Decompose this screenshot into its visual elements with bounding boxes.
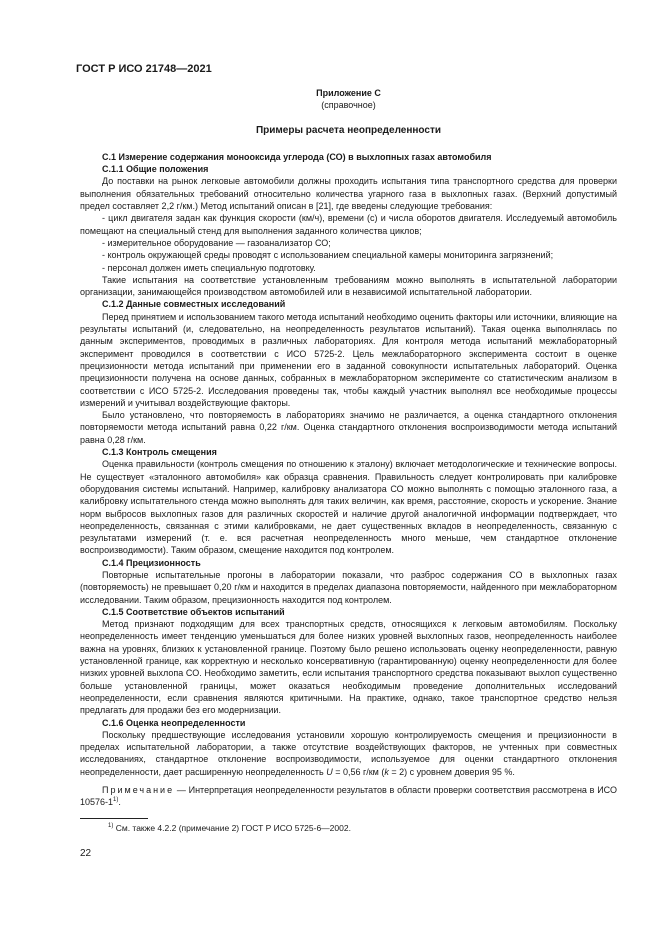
c14-paragraph-1: Повторные испытательные прогоны в лаборатории показали, что разброс содержания СО в выхлопных газах (повторяемость) не превышает 0,20 г/км и находится в пределах диапазона повторяемости, найденного при межлабораторном исследовании. Таким образом, прецизионность находится под контролем. [80, 569, 617, 605]
section-c16-heading: С.1.6 Оценка неопределенности [102, 717, 246, 728]
section-c12-heading: С.1.2 Данные совместных исследований [102, 299, 286, 310]
footnote-marker: 1) [108, 823, 114, 830]
note-text: — Интерпретация неопределенности результатов в области проверки соответствия рассмотрена в ИСО 10576-1 [80, 785, 617, 808]
note-end: . [118, 797, 121, 808]
page-content [80, 87, 617, 809]
c15-paragraph-1: Метод признают подходящим для всех транспортных средств, относящихся к легковым автомобилям. Поскольку неопределенность имеет тенденцию уменьшаться для более низких уровней выхлопных газов, неопределенность наиболее важна на уровнях, близких к установленной границе. Поэтому было решено использовать оценку неопределенности, равную установленной границе, как корректную и несколько консервативную (гарантированную) оценку неопределенности для более низких уровней выхлопа СО. Необходимо заметить, если испытания транспортного средства показывают выхлоп существенно больше установленной границы, может оказаться необходимым проведение дополнительных исследований неопределенности, если сравнения являются критичными. На практике, однако, такое транспортное средство нельзя предлагать для продажи без его модернизации. [80, 619, 617, 716]
c11-list-item-3: - контроль окружающей среды проводят с использованием специальной камеры мониторинга загрязнений; [102, 250, 554, 261]
k-symbol: k [384, 766, 389, 777]
c13-paragraph-1: Оценка правильности (контроль смещения по отношению к эталону) включает методологические и технические вопросы. Не существует «эталонного автомобиля» как образца сравнения. Правильность следует контролировать при калибровке оборудования системы испытаний. Например, калибровку анализатора СО можно выполнять с помощью эталонного газа, а калибровку испытательного стенда можно выполнять для таких величин, как время, расстояние, скорость и ускорение. Знание норм выбросов выхлопных газов для различных скоростей и наличие другой аналогичной информации подтверждает, что неопределенность, связанная с этими калибровками, не дает существенных вкладов в неопределенность, связанную с результатами измерений (т. е. вся расчетная неопределенность много меньше, чем стандартное отклонение воспроизводимости). Таким образом, смещение находится под контролем. [80, 459, 617, 556]
section-c15-heading: С.1.5 Соответствие объектов испытаний [102, 606, 285, 617]
u-symbol: U [326, 766, 333, 777]
note [80, 784, 617, 809]
appendix-subtitle: (справочное) [321, 100, 376, 111]
section-c1-heading: C.1 Измерение содержания монооксида углерода (СО) в выхлопных газах автомобиля [102, 151, 492, 162]
c16-text: Поскольку предшествующие исследования установили хорошую контролируемость смещения и прецизионности в пределах испытательной лаборатории, а также отсутствие воздействующих факторов, не учтенных при совместных исследованиях, стандартное отклонение воспроизводимости, используемое для оценки стандартного отклонения неопределенности, дает расширенную неопределенность [80, 729, 617, 777]
note-footnote-ref[interactable]: 1) [113, 797, 119, 804]
u-value: = 0,56 г/км ( [332, 766, 385, 777]
section-c14-heading: С.1.4 Прецизионность [102, 557, 201, 568]
c11-paragraph-1: До поставки на рынок легковые автомобили должны проходить испытания типа транспортного средства для проверки выполнения обязательных требований относительно количества угарного газа в выхлопных газах. (Верхний допустимый предел составляет 2,2 г/км.) Метод испытаний описан в [21], где введены следующие требования: [80, 176, 617, 212]
standard-header: ГОСТ Р ИСО 21748—2021 [76, 63, 212, 75]
page-number: 22 [80, 848, 92, 859]
footnote-divider [80, 818, 148, 819]
footnote [108, 823, 351, 833]
note-label: Примечание [102, 785, 175, 796]
footnote-text: См. также 4.2.2 (примечание 2) ГОСТ Р ИСО 5725-6—2002. [113, 823, 351, 833]
k-value: = 2) с уровнем доверия 95 %. [388, 766, 515, 777]
section-c11-heading: С.1.1 Общие положения [102, 164, 209, 175]
c11-list-item-4: - персонал должен иметь специальную подготовку. [102, 262, 316, 273]
c16-paragraph-1 [80, 729, 617, 778]
c11-paragraph-2: Такие испытания на соответствие установленным требованиям можно выполнять в испытательной лаборатории организации, занимающейся производством автомобилей или в независимой испытательной лаборатории. [80, 274, 617, 298]
c12-paragraph-2: Было установлено, что повторяемость в лабораториях значимо не различается, а оценка стандартного отклонения повторяемости метода испытаний равна 0,22 г/км. Оценка стандартного отклонения воспроизводимости метода испытаний равна 0,28 г/км. [80, 410, 617, 445]
c12-paragraph-1: Перед принятием и использованием такого метода испытаний необходимо оценить факторы или источники, влияющие на результаты испытаний (и, следовательно, на неопределенность результатов испытаний). Такая оценка выполнялась по данным экспериментов, проводимых в различных лабораториях. Для контроля метода испытаний межлабораторный эксперимент проводился в соответствии с ИСО 5725-2. Цель межлабораторного эксперимента состоит в оценке прецизионности метода испытаний при применении его в заданной совокупности испытательных лабораторий. Оценка прецизионности получена на основе данных, собранных в межлабораторном эксперименте со статистическим анализом в соответствии с ИСО 5725-2. Исследования проведены так, чтобы каждый участник выполнял все необходимые процессы измерений и учитывал воздействующие факторы. [80, 311, 617, 408]
c11-list-item-1: - цикл двигателя задан как функция скорости (км/ч), времени (с) и числа оборотов двигателя. Исследуемый автомобиль помещают на специальный стенд для выполнения заданного количества циклов; [80, 213, 617, 236]
section-c13-heading: С.1.3 Контроль смещения [102, 447, 217, 458]
appendix-title: Приложение С [316, 88, 381, 98]
main-title: Примеры расчета неопределенности [255, 124, 442, 136]
c11-list-item-2: - измерительное оборудование — газоанализатор СО; [102, 237, 331, 248]
